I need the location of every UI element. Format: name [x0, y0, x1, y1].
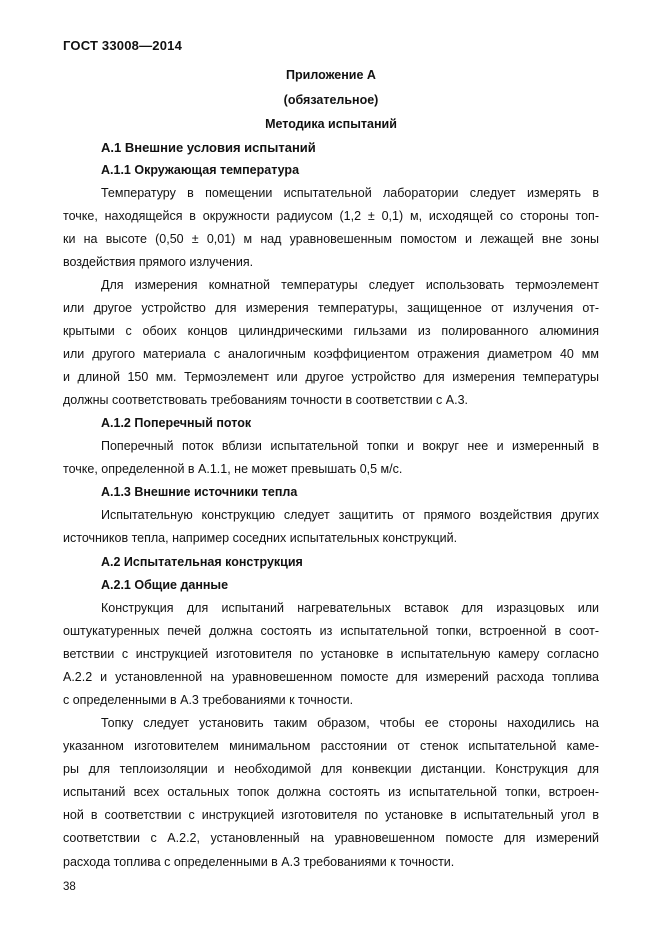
- paragraph-line: или другое устройство для измерения температуры, защищенное от излучения от-: [63, 301, 599, 316]
- appendix-subtitle: Методика испытаний: [265, 117, 397, 131]
- paragraph-a11-1: [63, 182, 599, 274]
- paragraph-line: ки на высоте (0,50 ± 0,01) м над уравновешенным помостом и лежащей вне зоны: [63, 232, 599, 247]
- paragraph-a11-2: [63, 274, 599, 413]
- section-a13-title: А.1.3 Внешние источники тепла: [101, 485, 298, 499]
- paragraph-line: ры для теплоизоляции и необходимой для конвекции дистанции. Конструкция для: [63, 762, 599, 777]
- paragraph-a12-1: [63, 435, 599, 481]
- paragraph-line: оштукатуренных печей должна состоять из испытательной топки, встроенной в соот-: [63, 624, 599, 639]
- paragraph-line: или другого материала с аналогичным коэффициентом отражения диаметром 40 мм: [63, 347, 599, 362]
- paragraph-line: Для измерения комнатной температуры следует использовать термоэлемент: [101, 278, 599, 292]
- paragraph-line: А.2.2 и установленной на уравновешенном помосте для измерений расхода топлива: [63, 670, 599, 685]
- paragraph-line: воздействия прямого излучения.: [63, 255, 254, 270]
- paragraph-line: Испытательную конструкцию следует защитить от прямого воздействия других: [101, 508, 599, 522]
- paragraph-line: с определенными в А.3 требованиями к точности.: [63, 693, 354, 708]
- paragraph-a13-1: [63, 504, 599, 550]
- paragraph-line: точке, находящейся в окружности радиусом (1,2 ± 0,1) м, исходящей со стороны топ-: [63, 209, 599, 224]
- appendix-status: (обязательное): [283, 93, 379, 107]
- section-a11-title: А.1.1 Окружающая температура: [101, 163, 300, 177]
- paragraph-line: источников тепла, например соседних испытательных конструкций.: [63, 531, 458, 546]
- section-a12-title: А.1.2 Поперечный поток: [101, 416, 252, 430]
- paragraph-line: ветствии с инструкцией изготовителя по установке в испытательную камеру согласно: [63, 647, 599, 662]
- section-a21-title: А.2.1 Общие данные: [101, 578, 229, 592]
- paragraph-line: расхода топлива с определенными в А.3 требованиями к точности.: [63, 854, 455, 869]
- paragraph-line: Поперечный поток вблизи испытательной топки и вокруг нее и измеренный в: [101, 439, 599, 453]
- section-a1-title: А.1 Внешние условия испытаний: [101, 140, 316, 155]
- paragraph-line: должны соответствовать требованиям точности в соответствии с А.3.: [63, 393, 468, 408]
- appendix-title: Приложение А: [286, 68, 376, 82]
- paragraph-line: Конструкция для испытаний нагревательных вставок для изразцовых или: [101, 601, 599, 615]
- paragraph-a21-1: [63, 597, 599, 712]
- document-code: ГОСТ 33008—2014: [63, 38, 182, 53]
- paragraph-line: испытаний всех остальных топок должна состоять из испытательной топки, встроен-: [63, 785, 599, 800]
- paragraph-line: соответствии с А.2.2, установленный на уравновешенном помосте для измерений: [63, 831, 599, 846]
- paragraph-line: и длиной 150 мм. Термоэлемент или другое устройство для измерения температуры: [63, 370, 599, 385]
- section-a2-title: А.2 Испытательная конструкция: [101, 555, 303, 569]
- paragraph-line: точке, определенной в А.1.1, не может превышать 0,5 м/с.: [63, 462, 403, 477]
- page-number: 38: [63, 881, 76, 893]
- paragraph-line: Топку следует установить таким образом, чтобы ее стороны находились на: [101, 716, 599, 730]
- paragraph-a21-2: [63, 712, 599, 874]
- paragraph-line: Температуру в помещении испытательной лаборатории следует измерять в: [101, 186, 599, 200]
- paragraph-line: крытыми с обоих концов цилиндрическими гильзами из полированного алюминия: [63, 324, 599, 339]
- paragraph-line: ной в соответствии с инструкцией изготовителя по установке в испытательный угол в: [63, 808, 599, 823]
- paragraph-line: указанном изготовителем минимальном расстоянии от стенок испытательной каме-: [63, 739, 599, 754]
